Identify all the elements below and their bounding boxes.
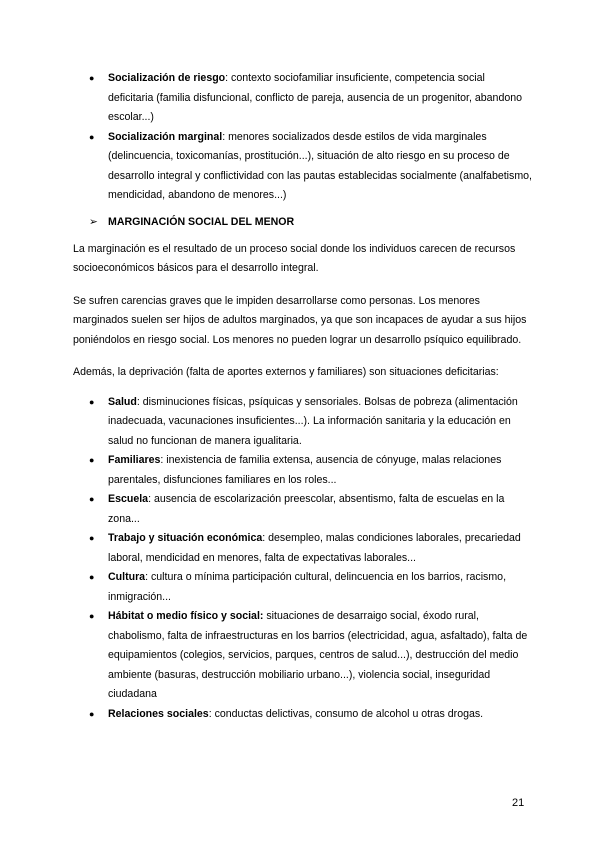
item-text: : contexto sociofamiliar insuficiente, competencia social deficitaria (familia disfuncional, conflicto de pareja, ausencia de un progenitor, abandono escolar...) [108,72,523,123]
item-text: : ausencia de escolarización preescolar, absentismo, falta de escuelas en la zona... [108,493,505,525]
item-term: Socialización de riesgo [108,72,226,84]
list-item [73,69,533,128]
item-term: Relaciones sociales [108,707,209,720]
page-content [73,69,533,724]
bullet-icon: ● [89,131,95,142]
socialization-list [73,69,533,206]
bullet-icon: ● [89,533,95,543]
item-text: situaciones de desarraigo social, éxodo rural, chabolismo, falta de infraestructuras en los barrios (electricidad, agua, asfaltado), falta de equipamientos (colegios, servicios, parques, centros de salud...), destrucción del medio ambiente (basuras, destrucción mobiliario urbano...), violencia social, inseguridad ciudadana [108,610,528,700]
bullet-icon: ● [89,455,95,465]
list-item [73,128,533,206]
item-text: : cultura o mínima participación cultural, delincuencia en los barrios, racismo, inmigración... [108,571,507,603]
item-term: Cultura [108,571,146,583]
item-text: : conductas delictivas, consumo de alcohol u otras drogas. [208,707,484,720]
item-term: Familiares [108,454,161,466]
bullet-icon: ● [89,73,95,83]
bullet-icon: ● [89,611,95,621]
list-item [73,568,533,607]
list-item [73,393,533,452]
item-term: Trabajo y situación económica [108,532,263,544]
arrow-bullet-icon: ➢ [89,215,98,228]
item-term: Salud [108,395,137,408]
item-term: Escuela [108,493,149,505]
item-text: : inexistencia de familia extensa, ausencia de cónyuge, malas relaciones parentales, disfunciones familiares en los roles... [108,454,502,486]
item-text: : desempleo, malas condiciones laborales, precariedad laboral, mendicidad en menores, falta de expectativas laborales... [108,532,521,564]
bullet-icon: ● [89,708,95,719]
paragraph: Se sufren carencias graves que le impiden desarrollarse como personas. Los menores marginados suelen ser hijos de adultos marginados, ya que son incapaces de ayudar a sus hijos poniéndolos en riesgo social. Los menores no pueden lograr un desarrollo psíquico equilibrado. [73,294,527,346]
section-heading [73,213,533,232]
bullet-icon: ● [89,494,95,504]
item-text: : menores socializados desde estilos de vida marginales (delincuencia, toxicomanías, prostitución...), situación de alto riesgo en su proceso de desarrollo integral y conflictividad con las pautas establecidas socialmente (analfabetismo, mendicidad, abandono de menores...) [108,130,532,201]
list-item [73,705,533,725]
bullet-icon: ● [89,396,95,407]
paragraph: Además, la deprivación (falta de aportes externos y familiares) son situaciones deficitarias: [73,366,499,378]
list-item [73,529,533,568]
list-item [73,490,533,529]
list-item [73,607,533,705]
heading-title: MARGINACIÓN SOCIAL DEL MENOR [108,215,295,228]
page-number: 21 [512,797,525,809]
paragraph: La marginación es el resultado de un proceso social donde los individuos carecen de recursos socioeconómicos básicos para el desarrollo integral. [73,242,516,274]
bullet-icon: ● [89,572,95,582]
list-item [73,451,533,490]
item-text: : disminuciones físicas, psíquicas y sensoriales. Bolsas de pobreza (alimentación inadecuada, vacunaciones insuficientes...). La información sanitaria y la educación en salud no funcionan de manera igualitaria. [108,395,518,447]
item-term: Hábitat o medio físico y social: [108,610,264,622]
deprivation-list [73,393,533,725]
item-term: Socialización marginal [108,130,223,143]
